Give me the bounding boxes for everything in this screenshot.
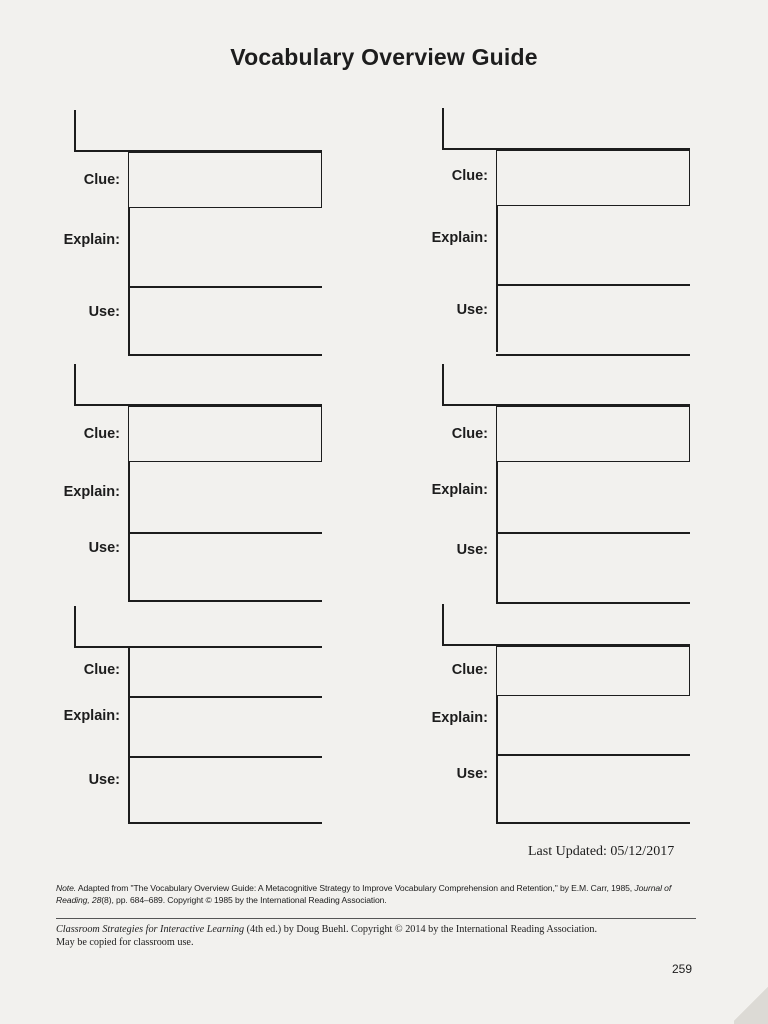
clue-field[interactable] bbox=[128, 648, 130, 824]
explain-label: Explain: bbox=[63, 232, 120, 248]
clue-label: Clue: bbox=[83, 662, 120, 678]
explain-label: Explain: bbox=[431, 230, 488, 246]
clue-field[interactable] bbox=[496, 406, 690, 462]
word-field[interactable] bbox=[74, 646, 322, 648]
note-text-2: (8), pp. 684–689. Copyright © 1985 by the International Reading Association. bbox=[101, 895, 387, 905]
use-field[interactable] bbox=[128, 600, 322, 602]
page-curl-shadow bbox=[734, 984, 768, 1024]
explain-divider bbox=[128, 756, 322, 758]
word-line bbox=[74, 606, 76, 648]
use-label: Use: bbox=[456, 542, 488, 558]
page-title: Vocabulary Overview Guide bbox=[230, 44, 538, 70]
citation-note bbox=[56, 882, 706, 906]
vocab-block-4 bbox=[431, 364, 722, 624]
clue-field[interactable] bbox=[496, 646, 690, 696]
clue-label: Clue: bbox=[83, 426, 120, 442]
word-line bbox=[442, 108, 444, 150]
vocab-block-5 bbox=[63, 606, 354, 866]
use-field[interactable] bbox=[128, 354, 322, 356]
source-credit bbox=[56, 923, 706, 949]
use-label: Use: bbox=[88, 304, 120, 320]
explain-divider bbox=[496, 284, 690, 286]
clue-label: Clue: bbox=[451, 168, 488, 184]
word-line bbox=[442, 604, 444, 646]
use-field[interactable] bbox=[496, 822, 690, 824]
clue-field[interactable] bbox=[128, 406, 322, 462]
use-label: Use: bbox=[88, 540, 120, 556]
note-text-1: Adapted from "The Vocabulary Overview Guide: A Metacognitive Strategy to Improve Vocabulary Comprehension and Retention," by E.M. Carr, 1985, bbox=[76, 883, 635, 893]
word-line bbox=[74, 364, 76, 406]
vocab-block-1 bbox=[63, 110, 354, 370]
source-text: (4th ed.) by Doug Buehl. Copyright © 2014 by the International Reading Association. bbox=[244, 924, 598, 935]
use-field[interactable] bbox=[128, 822, 322, 824]
use-label: Use: bbox=[88, 772, 120, 788]
word-line bbox=[74, 110, 76, 152]
page-number: 259 bbox=[672, 962, 693, 976]
copy-permission: May be copied for classroom use. bbox=[56, 937, 194, 948]
note-journal: Journal of Reading, 28 bbox=[56, 883, 672, 905]
explain-divider bbox=[128, 286, 322, 288]
vocab-block-3 bbox=[63, 364, 354, 624]
clue-divider bbox=[128, 696, 322, 698]
word-line bbox=[442, 364, 444, 406]
explain-label: Explain: bbox=[63, 708, 120, 724]
explain-field[interactable] bbox=[496, 206, 498, 352]
use-label: Use: bbox=[456, 302, 488, 318]
explain-label: Explain: bbox=[63, 484, 120, 500]
explain-field[interactable] bbox=[128, 208, 130, 354]
vocab-block-2 bbox=[431, 108, 722, 368]
clue-field[interactable] bbox=[128, 152, 322, 208]
use-label: Use: bbox=[456, 766, 488, 782]
footer-divider bbox=[56, 918, 696, 919]
source-book-title: Classroom Strategies for Interactive Learning bbox=[56, 924, 245, 935]
clue-field[interactable] bbox=[496, 150, 690, 206]
last-updated-date: Last Updated: 05/12/2017 bbox=[528, 844, 675, 859]
vocab-block-6 bbox=[431, 604, 722, 864]
use-field[interactable] bbox=[496, 354, 690, 356]
explain-label: Explain: bbox=[431, 482, 488, 498]
note-lead: Note. bbox=[56, 883, 77, 893]
clue-label: Clue: bbox=[83, 172, 120, 188]
clue-label: Clue: bbox=[451, 426, 488, 442]
explain-label: Explain: bbox=[431, 710, 488, 726]
explain-divider bbox=[128, 532, 322, 534]
explain-divider bbox=[496, 532, 690, 534]
explain-field[interactable] bbox=[496, 696, 498, 824]
explain-divider bbox=[496, 754, 690, 756]
clue-label: Clue: bbox=[451, 662, 488, 678]
explain-field[interactable] bbox=[128, 462, 130, 600]
